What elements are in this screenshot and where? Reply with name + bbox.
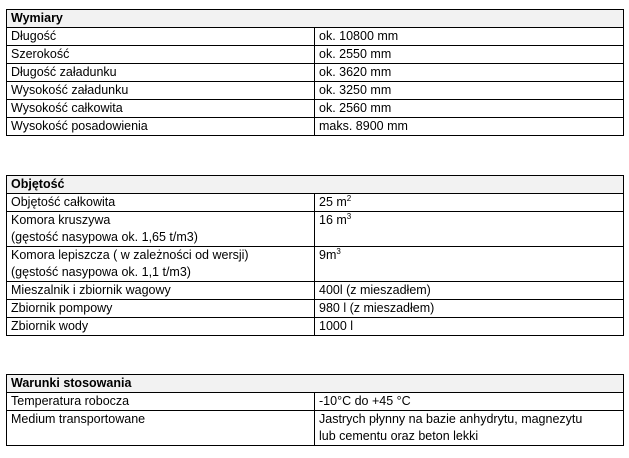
label-subline: (gęstość nasypowa ok. 1,65 t/m3): [11, 230, 198, 244]
conditions-table: [6, 374, 624, 446]
value-text: 25 m: [319, 195, 347, 209]
row-label: Medium transportowane: [7, 411, 315, 446]
table-row: [7, 318, 624, 336]
table-row: [7, 100, 624, 118]
row-value: -10°C do +45 °C: [315, 393, 624, 411]
row-label: Szerokość: [7, 46, 315, 64]
table-row: [7, 64, 624, 82]
volume-table: [6, 175, 624, 336]
row-label: Mieszalnik i zbiornik wagowy: [7, 282, 315, 300]
row-label: Zbiornik pompowy: [7, 300, 315, 318]
row-value: 1000 l: [315, 318, 624, 336]
value-text: 9m: [319, 248, 337, 262]
row-label: Długość załadunku: [7, 64, 315, 82]
superscript: 2: [346, 194, 352, 203]
row-value: [315, 411, 624, 446]
section-title: Wymiary: [7, 10, 624, 28]
row-value: ok. 3620 mm: [315, 64, 624, 82]
table-row: [7, 393, 624, 411]
table-header-row: [7, 375, 624, 393]
label-line: Komora kruszywa: [11, 213, 111, 227]
row-label: Temperatura robocza: [7, 393, 315, 411]
value-line: lub cementu oraz beton lekki: [319, 429, 479, 443]
dimensions-table: [6, 9, 624, 136]
row-value: [315, 194, 624, 212]
section-title: Objętość: [7, 176, 624, 194]
table-row: [7, 247, 624, 282]
row-value: ok. 10800 mm: [315, 28, 624, 46]
row-value: ok. 2560 mm: [315, 100, 624, 118]
row-label: Zbiornik wody: [7, 318, 315, 336]
value-text: 16 m: [319, 213, 347, 227]
value-line: Jastrych płynny na bazie anhydrytu, magnezytu: [319, 412, 583, 426]
row-value: maks. 8900 mm: [315, 118, 624, 136]
row-label: Objętość całkowita: [7, 194, 315, 212]
row-label: Wysokość posadowienia: [7, 118, 315, 136]
table-row: [7, 82, 624, 100]
row-value: 400l (z mieszadłem): [315, 282, 624, 300]
table-row: [7, 282, 624, 300]
table-row: [7, 411, 624, 446]
section-title: Warunki stosowania: [7, 375, 624, 393]
row-label: [7, 212, 315, 247]
table-row: [7, 28, 624, 46]
table-row: [7, 194, 624, 212]
label-line: Komora lepiszcza ( w zależności od wersji): [11, 248, 249, 262]
table-row: [7, 300, 624, 318]
row-value: ok. 2550 mm: [315, 46, 624, 64]
row-label: Wysokość całkowita: [7, 100, 315, 118]
table-header-row: [7, 10, 624, 28]
row-value: [315, 212, 624, 247]
table-row: [7, 212, 624, 247]
table-row: [7, 46, 624, 64]
superscript: 3: [336, 247, 341, 256]
label-subline: (gęstość nasypowa ok. 1,1 t/m3): [11, 265, 191, 279]
row-label: Długość: [7, 28, 315, 46]
table-header-row: [7, 176, 624, 194]
row-label: [7, 247, 315, 282]
superscript: 3: [346, 212, 352, 221]
row-label: Wysokość załadunku: [7, 82, 315, 100]
row-value: [315, 247, 624, 282]
row-value: 980 l (z mieszadłem): [315, 300, 624, 318]
table-row: [7, 118, 624, 136]
row-value: ok. 3250 mm: [315, 82, 624, 100]
